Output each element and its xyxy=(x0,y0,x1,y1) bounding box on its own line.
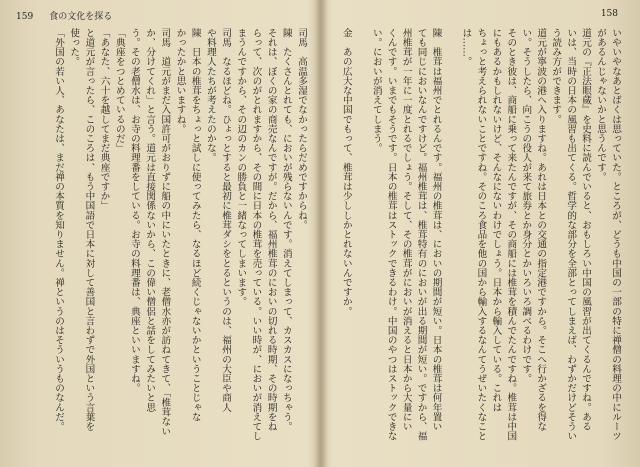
text-column: そのとき彼は、商船に乗って来たんですが、その商船には椎茸を積んでたんですね。椎茸は中国 xyxy=(505,28,517,441)
text-column: 「外国の若い人、あなたは、まだ禅の本質を知りません。禅というのはそういうものなんだ。 xyxy=(53,28,64,432)
text-column: う読み方ができます。 xyxy=(550,28,562,124)
text-column: 司馬 なるほどね。ひょっとすると最初に椎茸ダシをとるというのは、福州の大臣や商人 xyxy=(220,28,232,412)
text-column: は……。 xyxy=(460,28,472,67)
text-column: 州椎茸が一年に一度とれるでしょう。そして、その椎茸がにおいが消えると日本から大量にい xyxy=(400,28,412,432)
text-column: 陳 たくさんとれても、においが残らないんです。消えてしまって、カスカスになっちゃう。 xyxy=(280,28,292,432)
text-column: 「典座をつとめているのだ」 xyxy=(113,28,125,153)
running-head: 食の文化を探る xyxy=(49,12,113,22)
right-page-header xyxy=(601,9,618,19)
text-column: い。そうしたら、向こうの役人が来て旅券とか身分とかいろいろ調べるわけです。 xyxy=(520,28,532,384)
text-column: いは、当時の日本の風習も出てくる。哲学的な部分を全部とってしまえば、わずかだけどそうい xyxy=(565,28,577,441)
text-column: 金 あの広大な中国でもって、椎茸は少ししかとれないんですか。 xyxy=(340,28,352,316)
left-page xyxy=(20,28,308,448)
text-column: まうんですから、その辺のカンの勝負と一緒なってしまいます。 xyxy=(235,28,247,307)
text-column: と道元が言ったら、このころは、もう中国語で日本に対して善国と言わずで外国という言葉を xyxy=(83,28,95,432)
text-column: かったかと思いますね。 xyxy=(174,28,186,134)
text-column: 「あなた、六十を越してまだ典座ですか」 xyxy=(98,28,110,211)
left-page-text xyxy=(20,28,308,448)
text-column: 使った。 xyxy=(68,28,80,67)
right-page-text xyxy=(340,28,622,448)
text-column: や料理人たちが考えたのかな。 xyxy=(204,28,216,163)
text-column: 陳 日本の椎茸をちょっと試しに使ってみたら、なるほど続くじゃないかということじゃな xyxy=(189,28,201,422)
left-page-number: 159 xyxy=(16,12,34,22)
text-column: 道元の『正法眼蔵』を史料に読んでいると、おもしろい中国の風習が出てくるんですね。ある xyxy=(580,28,592,432)
text-column: 陳 椎茸は福州でとれるんです。福州の椎茸は、においの期間が短い。日本の椎茸は何年置い xyxy=(430,28,442,432)
text-column: か、分けてくれ」と言う。道元は直接関係ないから、この偉い僧侶と話をしてみたいと思 xyxy=(144,28,156,412)
text-column: らって、次のがとれますから、その間に日本の椎茸を売っている。いい時が、においが消えてし xyxy=(250,28,262,441)
left-page-header xyxy=(16,9,112,22)
book-gutter xyxy=(314,0,328,467)
text-column: ても同じにおいなんですけど。福州椎茸は、椎茸特有のにおいが出る期間が短い。ですから、福 xyxy=(415,28,427,441)
text-column: 司馬 道元がまだ入国許可がおりずに船の中にいたときに、老僧水亦が訪ねてきて、「椎茸ない xyxy=(159,28,171,436)
right-page-number: 158 xyxy=(600,9,618,19)
text-column: があるんじゃないかと思うんです。 xyxy=(595,28,607,182)
text-column: それは、ぼくの家の商売なんですが。だから、福州椎茸のにおいの切れる時期、その時期をね xyxy=(265,28,277,432)
text-column: ちょっと考えられないことですね。そのころ食品を他の国から輸入するなんてうぜいたくなこと xyxy=(475,28,487,441)
text-column: 道元が寧波の港へ入りますね。あれは日本との交通の指定港ですから。そこへ行かざるを得な xyxy=(535,28,547,432)
text-column: う。その老僧水は、お寺の料理番をしている。お寺の料理番は、典座といいますね。 xyxy=(128,28,140,393)
text-column: い。においが消えてしまう。 xyxy=(370,28,382,153)
text-column: くんです。いまでもそうです。日本の椎茸はストックできるわけ。中国のやつはストックできな xyxy=(385,28,397,441)
text-column: 司馬 高温多湿でなかったらだめですからね。 xyxy=(296,28,307,230)
text-column: いやいやなあとばくは思っていた。ところが、どうも中国の一部の特に禅僧の料理の中にルーツ xyxy=(610,28,621,441)
text-column: にもあるかもしれないけど、そんなにないわけでしょう。日本から輸入している。これは xyxy=(490,28,502,412)
right-page xyxy=(340,28,622,448)
